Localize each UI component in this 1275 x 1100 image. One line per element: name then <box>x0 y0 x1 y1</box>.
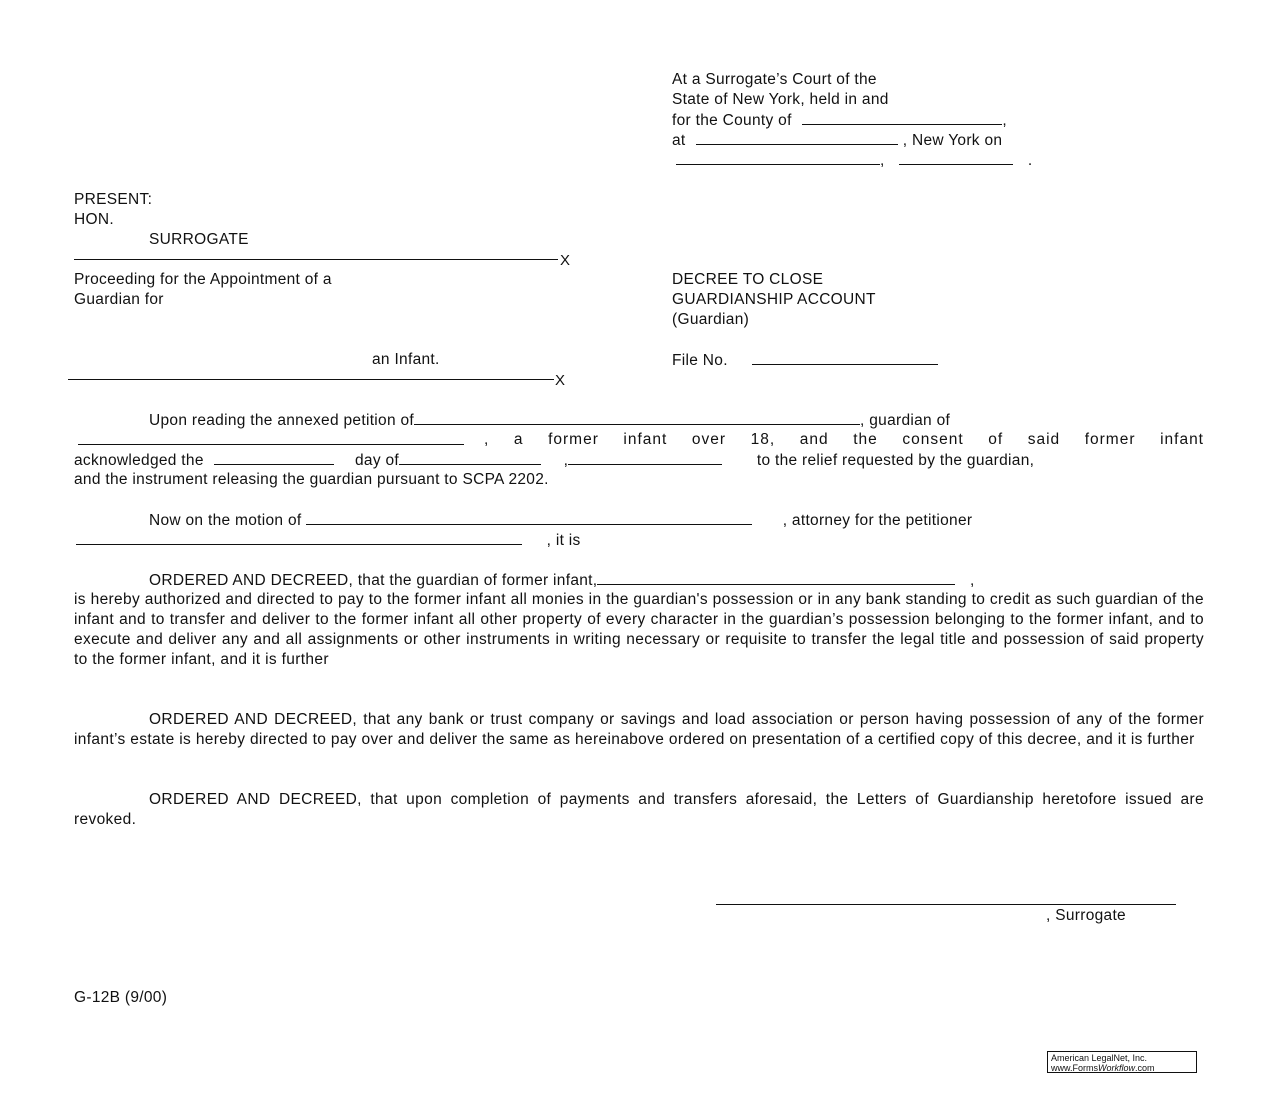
county-label: for the County of <box>672 112 792 129</box>
p1-line3: acknowledged the day of , to the relief requested by the guardian, <box>74 452 1035 469</box>
court-header-line5: , . <box>676 150 1032 171</box>
p1-line1: Upon reading the annexed petition of , guardian of <box>149 412 951 429</box>
former-infant-name-blank[interactable] <box>597 570 955 585</box>
attorney-blank[interactable] <box>306 510 752 525</box>
location-blank[interactable] <box>696 130 898 145</box>
signature-line[interactable] <box>716 904 1176 905</box>
former-infant-blank[interactable] <box>78 430 464 445</box>
petitioner-blank[interactable] <box>414 410 860 425</box>
badge-line2: www.FormsWorkflow.com <box>1051 1063 1155 1073</box>
court-header-line2: State of New York, held in and <box>672 91 889 108</box>
p2-line1: Now on the motion of , attorney for the petitioner <box>149 512 973 529</box>
caption-top-rule <box>74 259 558 260</box>
caption-bottom-x: X <box>555 372 566 389</box>
file-no-row <box>672 350 938 371</box>
court-header-line4 <box>672 130 1002 151</box>
court-header-line3: for the County of , <box>672 112 1007 129</box>
p1-line2: , a former infant over 18, and the consent of said former infant <box>78 430 1204 451</box>
surrogate-label: SURROGATE <box>149 231 249 248</box>
at-label: at <box>672 132 686 149</box>
day-blank[interactable] <box>214 450 334 465</box>
p3-body: is hereby authorized and directed to pay to the former infant all monies in the guardian's possession or in any bank standing to credit as such guardian of the infant and to transfer and deliver to the former infant all other property of every character in the guardian’s possession belonging to the former infant, and to execute and deliver any and all assignments or other instruments in writing necessary or requisite to transfer the legal title and possession of said property to the former infant, and it is further <box>74 591 1204 668</box>
caption-bottom-rule <box>68 379 554 380</box>
new-york-on-label: , New York on <box>902 132 1003 149</box>
badge-line1: American LegalNet, Inc. <box>1051 1053 1148 1063</box>
title-line3: (Guardian) <box>672 311 750 328</box>
year2-blank[interactable] <box>568 450 722 465</box>
p1-line4: and the instrument releasing the guardian pursuant to SCPA 2202. <box>74 471 549 488</box>
signature-surrogate-label: , Surrogate <box>1046 907 1126 924</box>
hon-label: HON. <box>74 211 114 228</box>
title-line2: GUARDIANSHIP ACCOUNT <box>672 291 876 308</box>
infant-label: an Infant. <box>372 351 440 368</box>
date-blank[interactable] <box>676 150 880 165</box>
file-no-label: File No. <box>672 352 728 369</box>
p2-line2: , it is <box>76 530 581 551</box>
publisher-badge <box>1047 1051 1197 1073</box>
p4: ORDERED AND DECREED, that any bank or trust company or savings and load association or person having possession of any of the former infant’s estate is hereby directed to pay over and deliver the same as hereinabove ordered on presentation of a certified copy of this decree, and it is further <box>74 711 1204 748</box>
caption-line1: Proceeding for the Appointment of a <box>74 271 332 288</box>
caption-line2: Guardian for <box>74 291 164 308</box>
attorney-blank-2[interactable] <box>76 530 522 545</box>
p3-line1: ORDERED AND DECREED, that the guardian of former infant, , <box>149 572 975 589</box>
county-blank[interactable] <box>802 110 1002 125</box>
p5: ORDERED AND DECREED, that upon completion of payments and transfers aforesaid, the Letters of Guardianship heretofore issued are revoked. <box>74 791 1204 828</box>
form-code: G-12B (9/00) <box>74 989 168 1006</box>
month-blank[interactable] <box>399 450 541 465</box>
caption-top-x: X <box>560 252 571 269</box>
file-no-blank[interactable] <box>752 350 938 365</box>
present-label: PRESENT: <box>74 191 153 208</box>
year-blank[interactable] <box>899 150 1013 165</box>
court-header-line1: At a Surrogate’s Court of the <box>672 71 877 88</box>
title-line1: DECREE TO CLOSE <box>672 271 824 288</box>
